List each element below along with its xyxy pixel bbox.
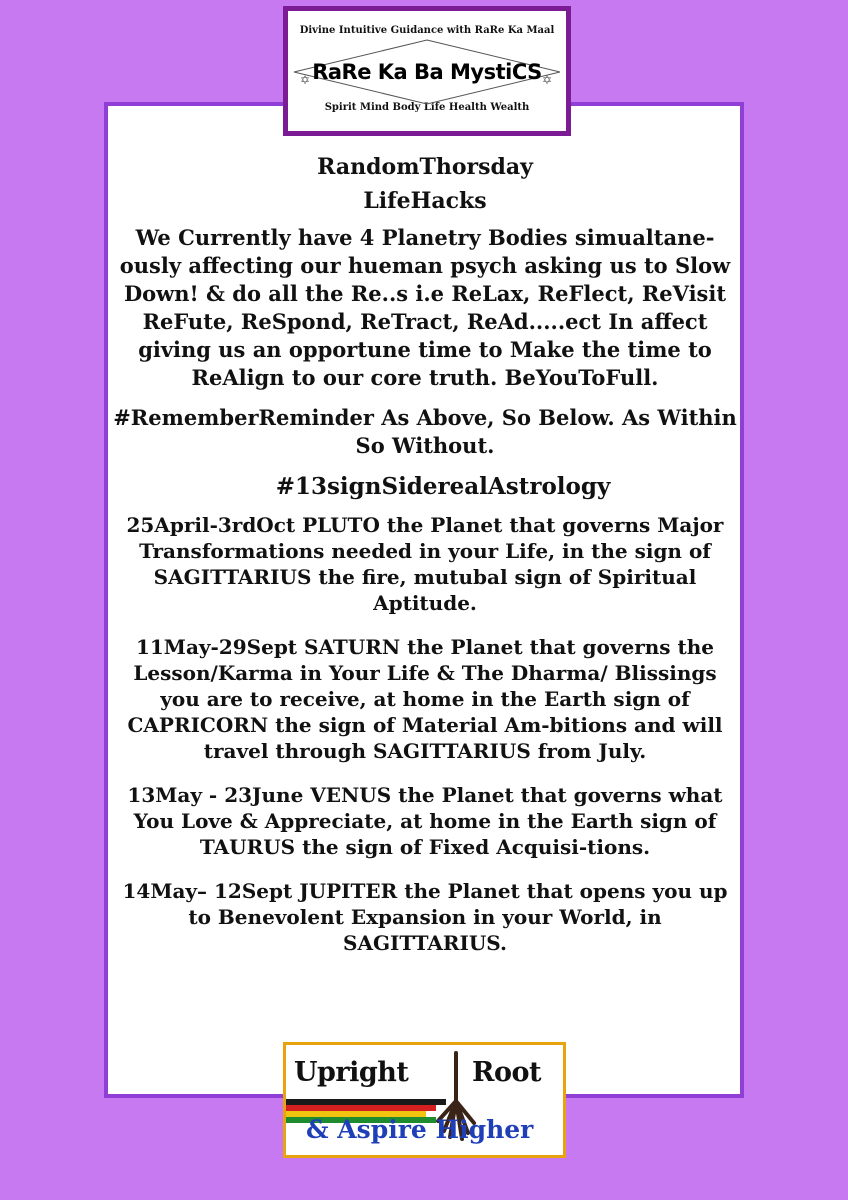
rare-ka-ba-mystics-logo [283, 6, 571, 136]
title-line-1: RandomThorsday [317, 154, 533, 180]
title-line-2: LifeHacks [363, 188, 487, 214]
intro-paragraph: We Currently have 4 Planetry Bodies simualtane-ously affecting our hueman psych asking us to Slow Down! & do all the Re..s i.e ReLax, ReFlect, ReVisit ReFute, ReSpond, ReTract, ReAd.....ect In affect giving us an opportune time to Make the time to ReAlign to our core truth. BeYouToFull. [119, 225, 731, 390]
logo-subline: Spirit Mind Body Life Health Wealth [324, 102, 530, 113]
planet-entry-jupiter: 14May– 12Sept JUPITER the Planet that opens you up to Benevolent Expansion in your World, in SAGITTARIUS. [122, 879, 728, 955]
svg-text:✡: ✡ [542, 73, 553, 87]
astrology-hashtag: #13signSiderealAstrology [275, 473, 611, 500]
logo-emblem [288, 36, 566, 106]
logo-brand-name: RaRe Ka Ba MystiCS [312, 60, 542, 84]
reminder-paragraph: #RememberReminder As Above, So Below. As Within So Without. [113, 405, 737, 458]
post-content [112, 150, 738, 956]
logo-aspire-higher: & Aspire Higher [306, 1115, 534, 1144]
planet-entry-pluto: 25April-3rdOct PLUTO the Planet that governs Major Transformations needed in your Life, in the sign of SAGITTARIUS the fire, mutubal sign of Spiritual Aptitude. [126, 513, 724, 615]
logo-word-root: Root [472, 1057, 541, 1088]
logo-word-upright: Upright [294, 1057, 409, 1088]
upright-root-logo [283, 1042, 566, 1158]
logo-tagline: Divine Intuitive Guidance with RaRe Ka Maal [299, 25, 555, 36]
planet-entry-venus: 13May - 23June VENUS the Planet that governs what You Love & Appreciate, at home in the Earth sign of TAURUS the sign of Fixed Acquisi-tions. [127, 783, 723, 859]
planet-entry-saturn: 11May-29Sept SATURN the Planet that governs the Lesson/Karma in Your Life & The Dharma/ Blissings you are to receive, at home in the Earth sign of CAPRICORN the sign of Material Am-bitions and will travel through SAGITTARIUS from July. [127, 635, 723, 763]
svg-text:✡: ✡ [300, 73, 311, 87]
